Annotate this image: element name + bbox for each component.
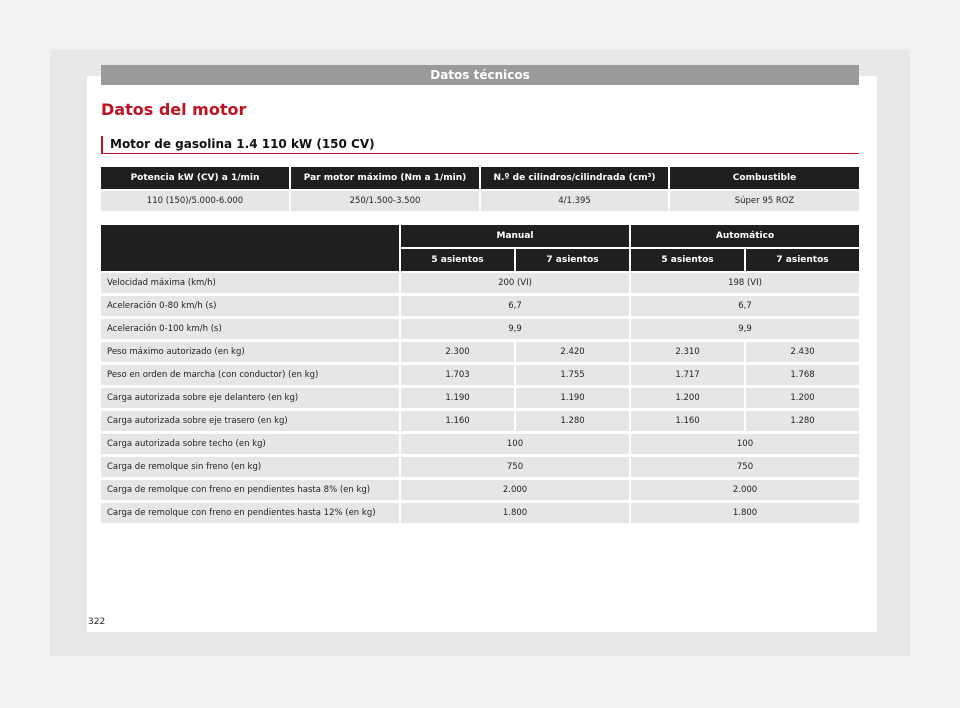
engine-data-table: [101, 167, 859, 214]
table-cell: 6,7: [631, 296, 859, 319]
table-cell: 750: [401, 457, 631, 480]
table-cell: 1.717: [631, 365, 746, 388]
sub-header: 7 asientos: [516, 249, 631, 273]
table-cell: 1.755: [516, 365, 631, 388]
table-row: [101, 457, 859, 480]
table-cell: 2.430: [746, 342, 859, 365]
sub-header: 5 asientos: [401, 249, 516, 273]
table-cell: 1.800: [631, 503, 859, 526]
chapter-title: Datos técnicos: [430, 68, 530, 82]
table-cell: 6,7: [401, 296, 631, 319]
group-header-manual: Manual: [401, 225, 631, 249]
table-cell: 100: [631, 434, 859, 457]
page-number: 322: [88, 617, 106, 627]
table-cell: 4/1.395: [481, 191, 670, 214]
table-cell: 1.280: [516, 411, 631, 434]
row-label: Carga autorizada sobre eje delantero (en kg): [101, 388, 401, 411]
row-label: Peso máximo autorizado (en kg): [101, 342, 401, 365]
table-cell: 1.703: [401, 365, 516, 388]
table-cell: 2.000: [401, 480, 631, 503]
table-cell: 2.000: [631, 480, 859, 503]
table-row: [101, 342, 859, 365]
row-label: Velocidad máxima (km/h): [101, 273, 401, 296]
row-label: Aceleración 0-80 km/h (s): [101, 296, 401, 319]
table-row: [101, 480, 859, 503]
column-header: Combustible: [670, 167, 859, 191]
table-row: [101, 503, 859, 526]
sub-header: 7 asientos: [746, 249, 859, 273]
column-header: Par motor máximo (Nm a 1/min): [291, 167, 481, 191]
table-cell: 198 (VI): [631, 273, 859, 296]
chapter-header: [101, 65, 859, 85]
vehicle-spec-table: [101, 225, 859, 526]
table-cell: 1.200: [631, 388, 746, 411]
row-label: Carga autorizada sobre eje trasero (en kg): [101, 411, 401, 434]
table-cell: 1.768: [746, 365, 859, 388]
row-label: Peso en orden de marcha (con conductor) (en kg): [101, 365, 401, 388]
table-cell: 1.280: [746, 411, 859, 434]
section-title: Datos del motor: [101, 100, 247, 119]
table-row: [101, 365, 859, 388]
row-label: Carga de remolque con freno en pendientes hasta 12% (en kg): [101, 503, 401, 526]
table-cell: 1.190: [516, 388, 631, 411]
column-header: N.º de cilindros/cilindrada (cm³): [481, 167, 670, 191]
group-header-automatic: Automático: [631, 225, 859, 249]
table-row: [101, 319, 859, 342]
table-cell: 100: [401, 434, 631, 457]
table-cell: 9,9: [401, 319, 631, 342]
table-cell: 2.300: [401, 342, 516, 365]
table-cell: Súper 95 ROZ: [670, 191, 859, 214]
table-cell: 1.190: [401, 388, 516, 411]
empty-header-cell: [101, 225, 401, 273]
sub-header: 5 asientos: [631, 249, 746, 273]
table-cell: 200 (VI): [401, 273, 631, 296]
table-cell: 9,9: [631, 319, 859, 342]
table-cell: 750: [631, 457, 859, 480]
table-row: [101, 273, 859, 296]
column-header: Potencia kW (CV) a 1/min: [101, 167, 291, 191]
table-cell: 110 (150)/5.000-6.000: [101, 191, 291, 214]
table-cell: 1.160: [401, 411, 516, 434]
row-label: Carga autorizada sobre techo (en kg): [101, 434, 401, 457]
row-label: Aceleración 0-100 km/h (s): [101, 319, 401, 342]
table-row: [101, 191, 859, 214]
row-label: Carga de remolque sin freno (en kg): [101, 457, 401, 480]
table-row: [101, 388, 859, 411]
table-cell: 2.420: [516, 342, 631, 365]
table-row: [101, 411, 859, 434]
section-subtitle: Motor de gasolina 1.4 110 kW (150 CV): [101, 136, 859, 154]
table-cell: 1.800: [401, 503, 631, 526]
table-row: [101, 434, 859, 457]
table-cell: 250/1.500-3.500: [291, 191, 481, 214]
table-cell: 1.160: [631, 411, 746, 434]
table-row: [101, 296, 859, 319]
row-label: Carga de remolque con freno en pendientes hasta 8% (en kg): [101, 480, 401, 503]
table-cell: 2.310: [631, 342, 746, 365]
table-cell: 1.200: [746, 388, 859, 411]
